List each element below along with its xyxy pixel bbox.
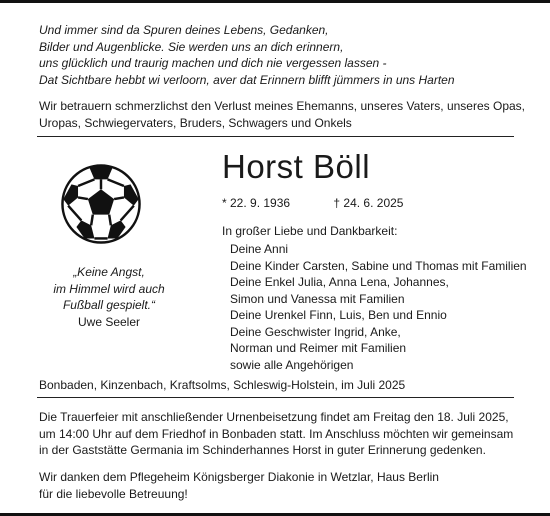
quote-author: Uwe Seeler: [77, 314, 141, 329]
mourners-list: [230, 241, 527, 373]
decedent-name: Horst Böll: [222, 148, 371, 185]
poem-line: Und immer sind da Spuren deines Lebens, Gedanken,: [39, 23, 329, 37]
intro-line: Wir betrauern schmerzlichst den Verlust meines Ehemanns, unseres Vaters, unseres Opas,: [39, 99, 525, 113]
poem-line: Bilder und Augenblicke. Sie werden uns an dich erinnern,: [39, 39, 344, 54]
funeral-line: in der Gaststätte Germania im Schinderhannes Horst in guter Erinnerung gedenken.: [39, 443, 486, 457]
funeral-details: [39, 409, 513, 459]
thanks-note: [39, 469, 439, 502]
mourner-entry: Simon und Vanessa mit Familien: [230, 291, 405, 306]
mourner-entry: Deine Kinder Carsten, Sabine und Thomas mit Familien: [230, 258, 527, 273]
poem-line: Dat Sichtbare hebbt wi verloorn, aver dat Erinnern blifft jümmers in uns Harten: [39, 72, 455, 87]
mourning-intro: [39, 98, 525, 131]
divider-bottom: [37, 397, 514, 398]
divider-top: [37, 136, 514, 137]
mourner-entry: Deine Anni: [230, 242, 289, 256]
thanks-line: für die liebevolle Betreuung!: [39, 486, 188, 501]
funeral-line: Die Trauerfeier mit anschließender Urnenbeisetzung findet am Freitag den 18. Juli 2025,: [39, 410, 509, 424]
life-dates: [222, 195, 403, 212]
mourner-entry: Deine Geschwister Ingrid, Anke,: [230, 324, 401, 339]
mourner-entry: sowie alle Angehörigen: [230, 357, 354, 372]
mourner-entry: Norman und Reimer mit Familien: [230, 341, 407, 355]
intro-line: Uropas, Schwiegervaters, Bruders, Schwagers und Onkels: [39, 115, 352, 130]
mourners-lead: In großer Liebe und Dankbarkeit:: [222, 224, 398, 238]
birth-date: * 22. 9. 1936: [222, 196, 291, 210]
poem-line: uns glücklich und traurig machen und dich nie vergessen lassen -: [39, 56, 387, 70]
funeral-line: um 14:00 Uhr auf dem Friedhof in Bonbaden statt. Im Anschluss möchten wir gemeinsam: [39, 426, 514, 441]
quote-line: im Himmel wird auch: [53, 281, 165, 296]
place-and-date: Bonbaden, Kinzenbach, Kraftsolms, Schleswig-Holstein, im Juli 2025: [39, 378, 406, 392]
mourner-entry: Deine Urenkel Finn, Luis, Ben und Ennio: [230, 308, 447, 322]
football-quote: [39, 264, 179, 330]
mourner-entry: Deine Enkel Julia, Anna Lena, Johannes,: [230, 275, 449, 289]
death-date: † 24. 6. 2025: [333, 196, 404, 210]
quote-line: „Keine Angst,: [73, 265, 145, 279]
quote-line: Fußball gespielt.“: [62, 298, 156, 312]
memorial-poem: [39, 22, 455, 88]
soccer-ball-icon: [60, 163, 142, 245]
thanks-line: Wir danken dem Pflegeheim Königsberger Diakonie in Wetzlar, Haus Berlin: [39, 470, 439, 484]
